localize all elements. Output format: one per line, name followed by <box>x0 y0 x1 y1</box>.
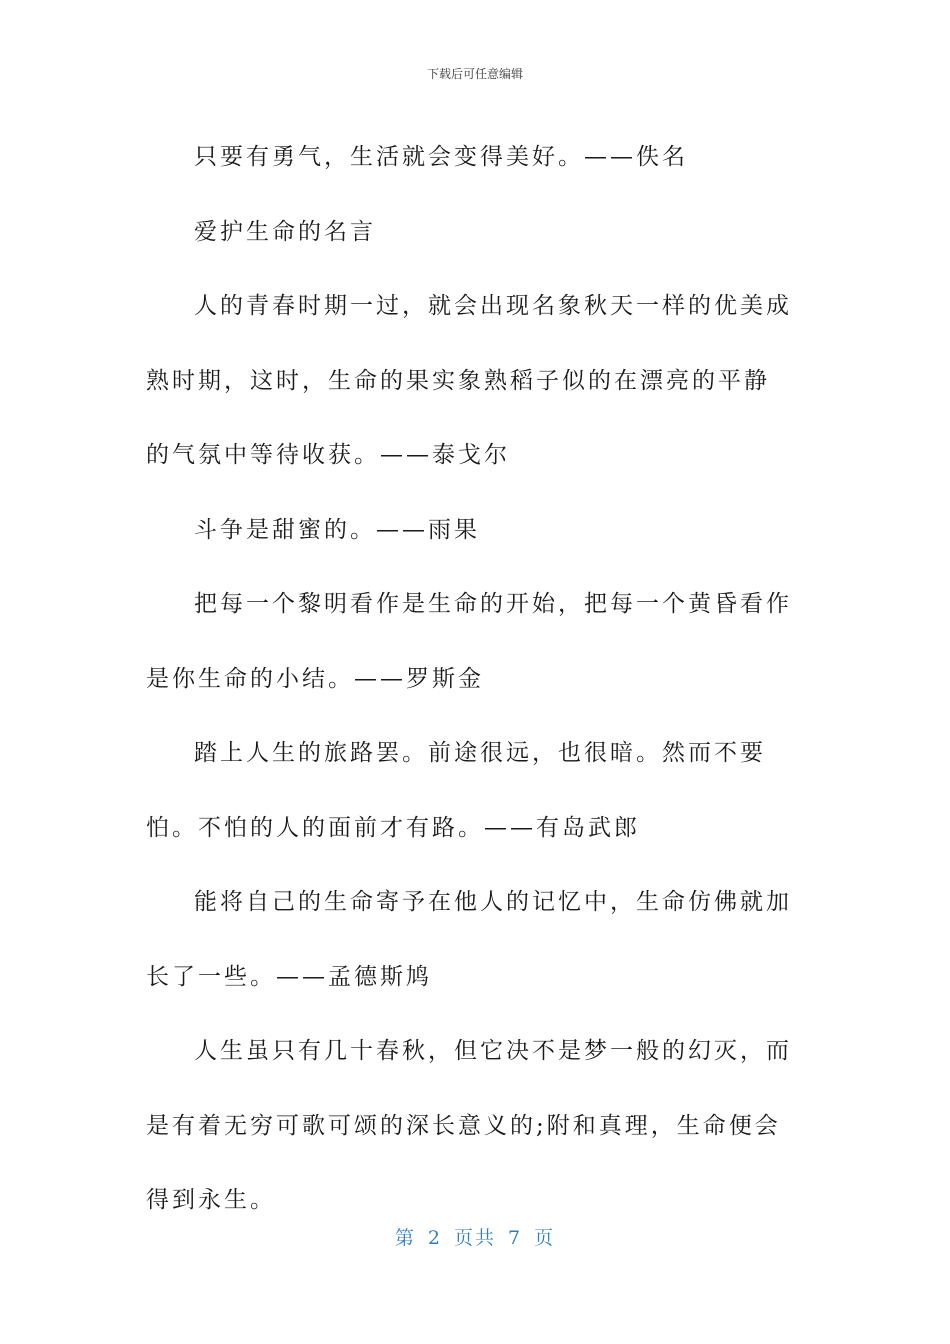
footer-total-pages: 7 <box>508 1227 523 1249</box>
footer-page-number: 2 <box>427 1227 442 1249</box>
footer-middle: 页共 <box>453 1227 496 1249</box>
paragraph: 把每一个黎明看作是生命的开始，把每一个黄昏看作是你生命的小结。——罗斯金 <box>146 591 792 692</box>
footer-prefix: 第 <box>394 1227 416 1249</box>
document-body <box>146 120 794 1238</box>
page-header: 下载后可任意编辑 <box>426 67 523 81</box>
paragraph: 能将自己的生命寄予在他人的记忆中，生命仿佛就加长了一些。——孟德斯鸠 <box>146 889 792 990</box>
section-heading: 爱护生命的名言 <box>194 218 376 245</box>
paragraph: 踏上人生的旅路罢。前途很远，也很暗。然而不要怕。不怕的人的面前才有路。——有岛武郎 <box>146 740 766 841</box>
paragraph: 只要有勇气，生活就会变得美好。——佚名 <box>194 144 688 170</box>
page-footer <box>0 1226 950 1250</box>
footer-suffix: 页 <box>534 1227 556 1249</box>
paragraph: 人生虽只有几十春秋，但它决不是梦一般的幻灭，而是有着无穷可歌可颂的深长意义的;附和真理，生命便会得到永生。 <box>146 1038 792 1213</box>
paragraph: 斗争是甜蜜的。——雨果 <box>194 516 480 543</box>
paragraph: 人的青春时期一过，就会出现名象秋天一样的优美成熟时期，这时，生命的果实象熟稻子似的在漂亮的平静的气氛中等待收获。——泰戈尔 <box>146 293 792 468</box>
